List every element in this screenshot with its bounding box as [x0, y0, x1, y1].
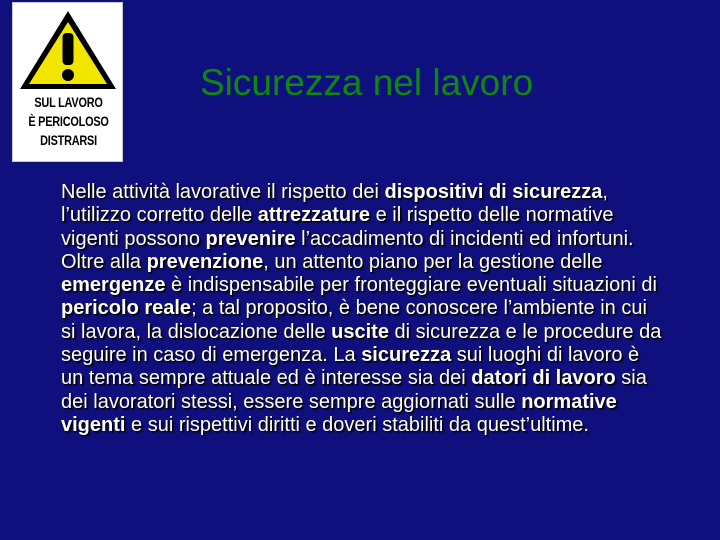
page-title: Sicurezza nel lavoro: [200, 62, 534, 103]
text-run: , un attento piano per la gestione delle: [263, 250, 603, 273]
text-run: sui luoghi di lavoro è un tema sempre attuale ed è interesse sia dei: [61, 344, 640, 390]
warning-sign: [12, 2, 123, 162]
text-run: e sui rispettivi diritti e doveri stabiliti da quest’ultime.: [125, 413, 589, 436]
bold-phrase: prevenire: [205, 227, 296, 250]
bold-phrase: sicurezza: [361, 344, 452, 367]
text-run: sia dei lavoratori stessi, essere sempre aggiornati sulle: [61, 367, 647, 413]
text-run: , l’utilizzo corretto delle: [61, 181, 608, 227]
text-run: è indispensabile per fronteggiare eventuali situazioni di: [165, 274, 657, 297]
text-run: e il rispetto delle normative vigenti possono: [61, 204, 614, 250]
sign-line: È PERICOLOSO: [28, 113, 109, 129]
bold-phrase: emergenze: [61, 274, 166, 297]
text-run: ; a tal proposito, è bene conoscere l’ambiente in cui si lavora, la dislocazione delle: [61, 297, 647, 343]
sign-line: SUL LAVORO: [34, 94, 103, 110]
text-run: Nelle attività lavorative il rispetto dei: [61, 181, 385, 203]
bold-phrase: dispositivi di sicurezza: [384, 181, 603, 203]
text-run: di sicurezza e le procedure da seguire in caso di emergenza. La: [61, 320, 662, 367]
bold-phrase: prevenzione: [146, 250, 264, 273]
body-paragraph: [61, 181, 666, 437]
bold-phrase: datori di lavoro: [471, 367, 616, 390]
sign-line: DISTRARSI: [40, 132, 97, 148]
bold-phrase: uscite: [331, 320, 389, 343]
bold-phrase: normative vigenti: [61, 390, 617, 436]
sign-caption: [25, 93, 112, 150]
bold-phrase: pericolo reale: [61, 297, 192, 320]
text-run: l’accadimento di incidenti ed infortuni. Oltre alla: [61, 227, 634, 273]
bold-phrase: attrezzature: [257, 204, 371, 227]
